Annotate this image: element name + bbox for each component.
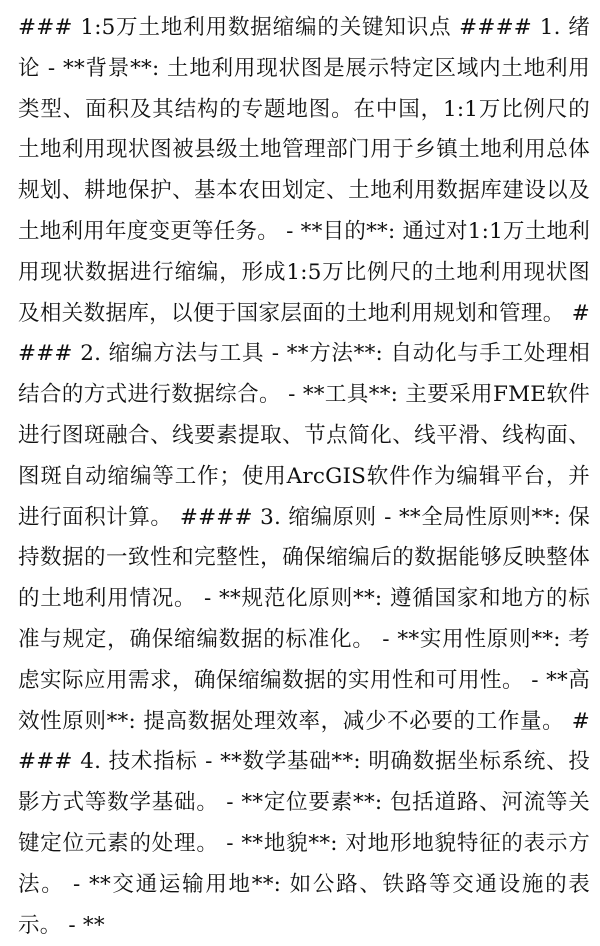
document-body: ### 1:5万土地利用数据缩编的关键知识点 #### 1. 绪论 - **背景**: 土地利用现状图是展示特定区域内土地利用类型、面积及其结构的专题地图。在中国，1:1万比例尺的土地利用现状图被县级土地管理部门用于乡镇土地利用总体规划、耕地保护、基本农田划定、土地利用数据库建设以及土地利用年度变更等任务。 - **目的**: 通过对1:1万土地利用现状数据进行缩编，形成1:5万比例尺的土地利用现状图及相关数据库，以便于国家层面的土地利用规划和管理。 #### 2. 缩编方法与工具 - **方法**: 自动化与手工处理相结合的方式进行数据综合。 - **工具**: 主要采用FME软件进行图斑融合、线要素提取、节点简化、线平滑、线构面、图斑自动缩编等工作；使用ArcGIS软件作为编辑平台，并进行面积计算。 #### 3. 缩编原则 - **全局性原则**: 保持数据的一致性和完整性，确保缩编后的数据能够反映整体的土地利用情况。 - **规范化原则**: 遵循国家和地方的标准与规定，确保缩编数据的标准化。 - **实用性原则**: 考虑实际应用需求，确保缩编数据的实用性和可用性。 - **高效性原则**: 提高数据处理效率，减少不必要的工作量。 #### 4. 技术指标 - **数学基础**: 明确数据坐标系统、投影方式等数学基础。 - **定位要素**: 包括道路、河流等关键定位元素的处理。 - **地貌**: 对地形地貌特征的表示方法。 - **交通运输用地**: 如公路、铁路等交通设施的表示。 - **: [18, 15, 590, 938]
